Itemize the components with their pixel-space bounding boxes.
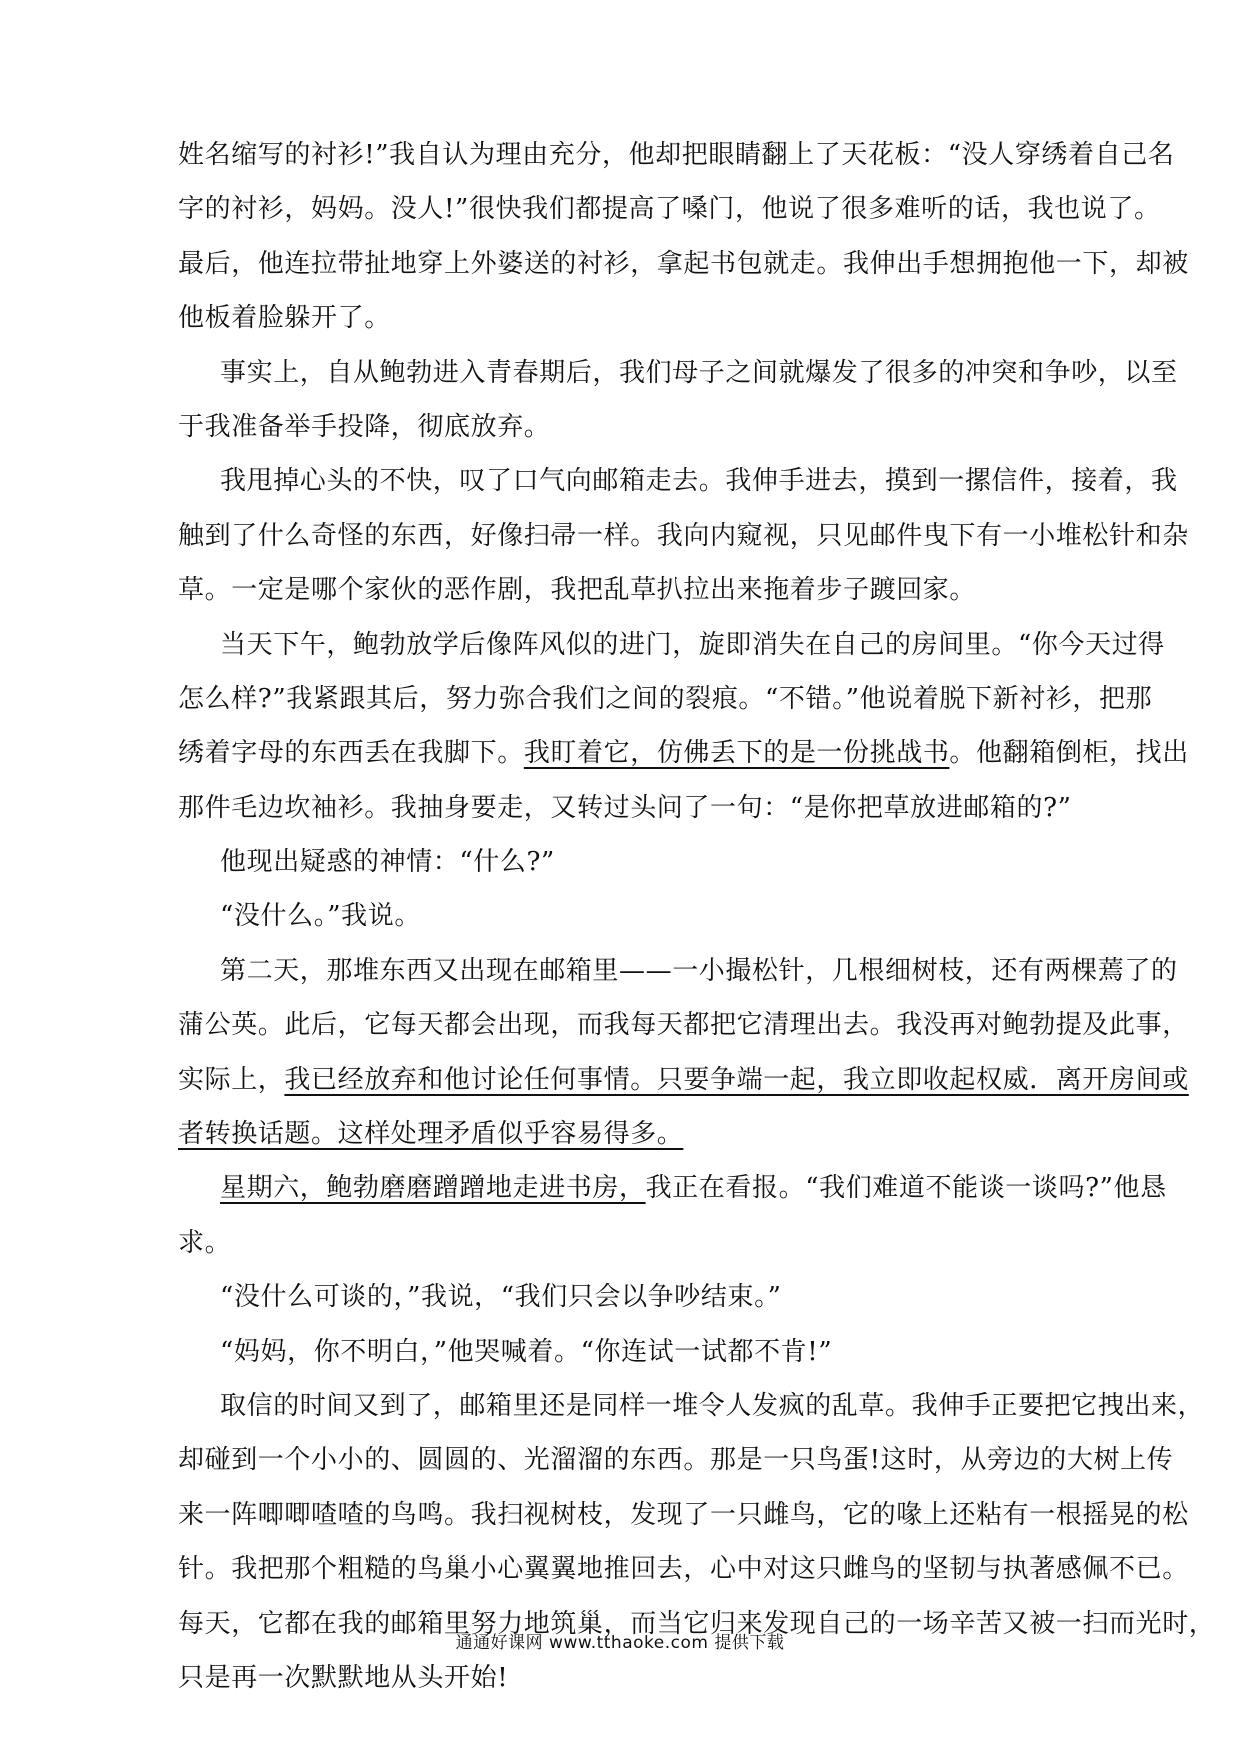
text-line: 怎么样?”我紧跟其后，努力弥合我们之间的裂痕。“不错。”他说着脱下新衬衫，把那: [178, 683, 1153, 714]
paragraph-start-line: 事实上，自从鲍勃进入青春期后，我们母子之间就爆发了很多的冲突和争吵，以至: [220, 357, 1178, 388]
paragraph-start-line: 第二天，那堆东西又出现在邮箱里——一小撮松针，几根细树枝，还有两棵蔫了的: [220, 955, 1178, 986]
paragraph-start-line-with-underline: [178, 1161, 1167, 1215]
text-line: 求。: [178, 1227, 232, 1258]
paragraph-start-line: 当天下午，鲍勃放学后像阵风似的进门，旋即消失在自己的房间里。“你今天过得: [220, 629, 1165, 660]
paragraph-start-line: “没什么可谈的，”我说，“我们只会以争吵结束。”: [220, 1282, 782, 1313]
text-line-with-underline: [178, 1107, 1118, 1161]
paragraph-start-line: “没什么。”我说。: [220, 901, 421, 932]
text-line: 于我准备举手投降，彻底放弃。: [178, 411, 551, 442]
paragraph-start-line: 我甩掉心头的不快，叹了口气向邮箱走去。我伸手进去，摸到一摞信件，接着，我: [220, 466, 1178, 497]
line-text: 实际上，: [178, 1064, 285, 1095]
page-footer: 通通好课网 www.tthaoke.com 提供下载: [455, 1633, 785, 1653]
text-line: 字的衬衫，妈妈。没人!”很快我们都提高了嗓门，他说了很多难听的话，我也说了。: [178, 194, 1161, 225]
line-text: 。他翻箱倒柜，找出: [949, 738, 1189, 769]
text-line: 却碰到一个小小的、圆圆的、光溜溜的东西。那是一只鸟蛋!这时，从旁边的大树上传: [178, 1445, 1174, 1476]
text-line: 每天，它都在我的邮箱里努力地筑巢，而当它归来发现自己的一场辛苦又被一扫而光时，: [178, 1608, 1216, 1639]
underlined-text: 星期六，鲍勃磨磨蹭蹭地走进书房，: [220, 1173, 646, 1204]
paragraph-start-line: 取信的时间又到了，邮箱里还是同样一堆令人发疯的乱草。我伸手正要把它拽出来，: [220, 1390, 1205, 1421]
text-line: 草。一定是哪个家伙的恶作剧，我把乱草扒拉出来拖着步子踱回家。: [178, 575, 977, 606]
underlined-text: 者转换话题。这样处理矛盾似乎容易得多。: [178, 1119, 684, 1150]
paragraph-start-line: 他现出疑惑的神情：“什么?”: [220, 847, 555, 878]
text-line: 他板着脸躲开了。: [178, 303, 391, 334]
underlined-text: 我已经放弃和他讨论任何事情。只要争端一起，我立即收起权威．离开房间或: [284, 1064, 1189, 1095]
text-line: 针。我把那个粗糙的鸟巢小心翼翼地推回去，心中对这只雌鸟的坚韧与执著感佩不已。: [178, 1554, 1189, 1585]
text-line: 最后，他连拉带扯地穿上外婆送的衬衫，拿起书包就走。我伸出手想拥抱他一下，却被: [178, 248, 1189, 279]
line-text: 我正在看报。“我们难道不能谈一谈吗?”他恳: [645, 1173, 1167, 1204]
underlined-text: 我盯着它，仿佛丢下的是一份挑战书: [523, 738, 950, 769]
text-line-with-underline: [178, 1053, 1189, 1107]
text-line: 只是再一次默默地从头开始!: [178, 1662, 509, 1693]
text-line: 触到了什么奇怪的东西，好像扫帚一样。我向内窥视，只见邮件曳下有一小堆松针和杂: [178, 520, 1189, 551]
text-line-with-underline: [178, 726, 1189, 780]
text-line: 来一阵唧唧喳喳的鸟鸣。我扫视树枝，发现了一只雌鸟，它的喙上还粘有一根摇晃的松: [178, 1499, 1189, 1530]
text-line: 蒲公英。此后，它每天都会出现，而我每天都把它清理出去。我没再对鲍勃提及此事，: [178, 1010, 1189, 1041]
text-line: 那件毛边坎袖衫。我抽身要走，又转过头问了一句：“是你把草放进邮箱的?”: [178, 792, 1072, 823]
line-text: 绣着字母的东西丢在我脚下。: [178, 738, 524, 769]
paragraph-start-line: “妈妈，你不明白，”他哭喊着。“你连试一试都不肯!”: [220, 1336, 833, 1367]
article-body: [178, 128, 1216, 1705]
text-line: 姓名缩写的衬衫!”我自认为理由充分，他却把眼睛翻上了天花板：“没人穿绣着自己名: [178, 140, 1175, 170]
